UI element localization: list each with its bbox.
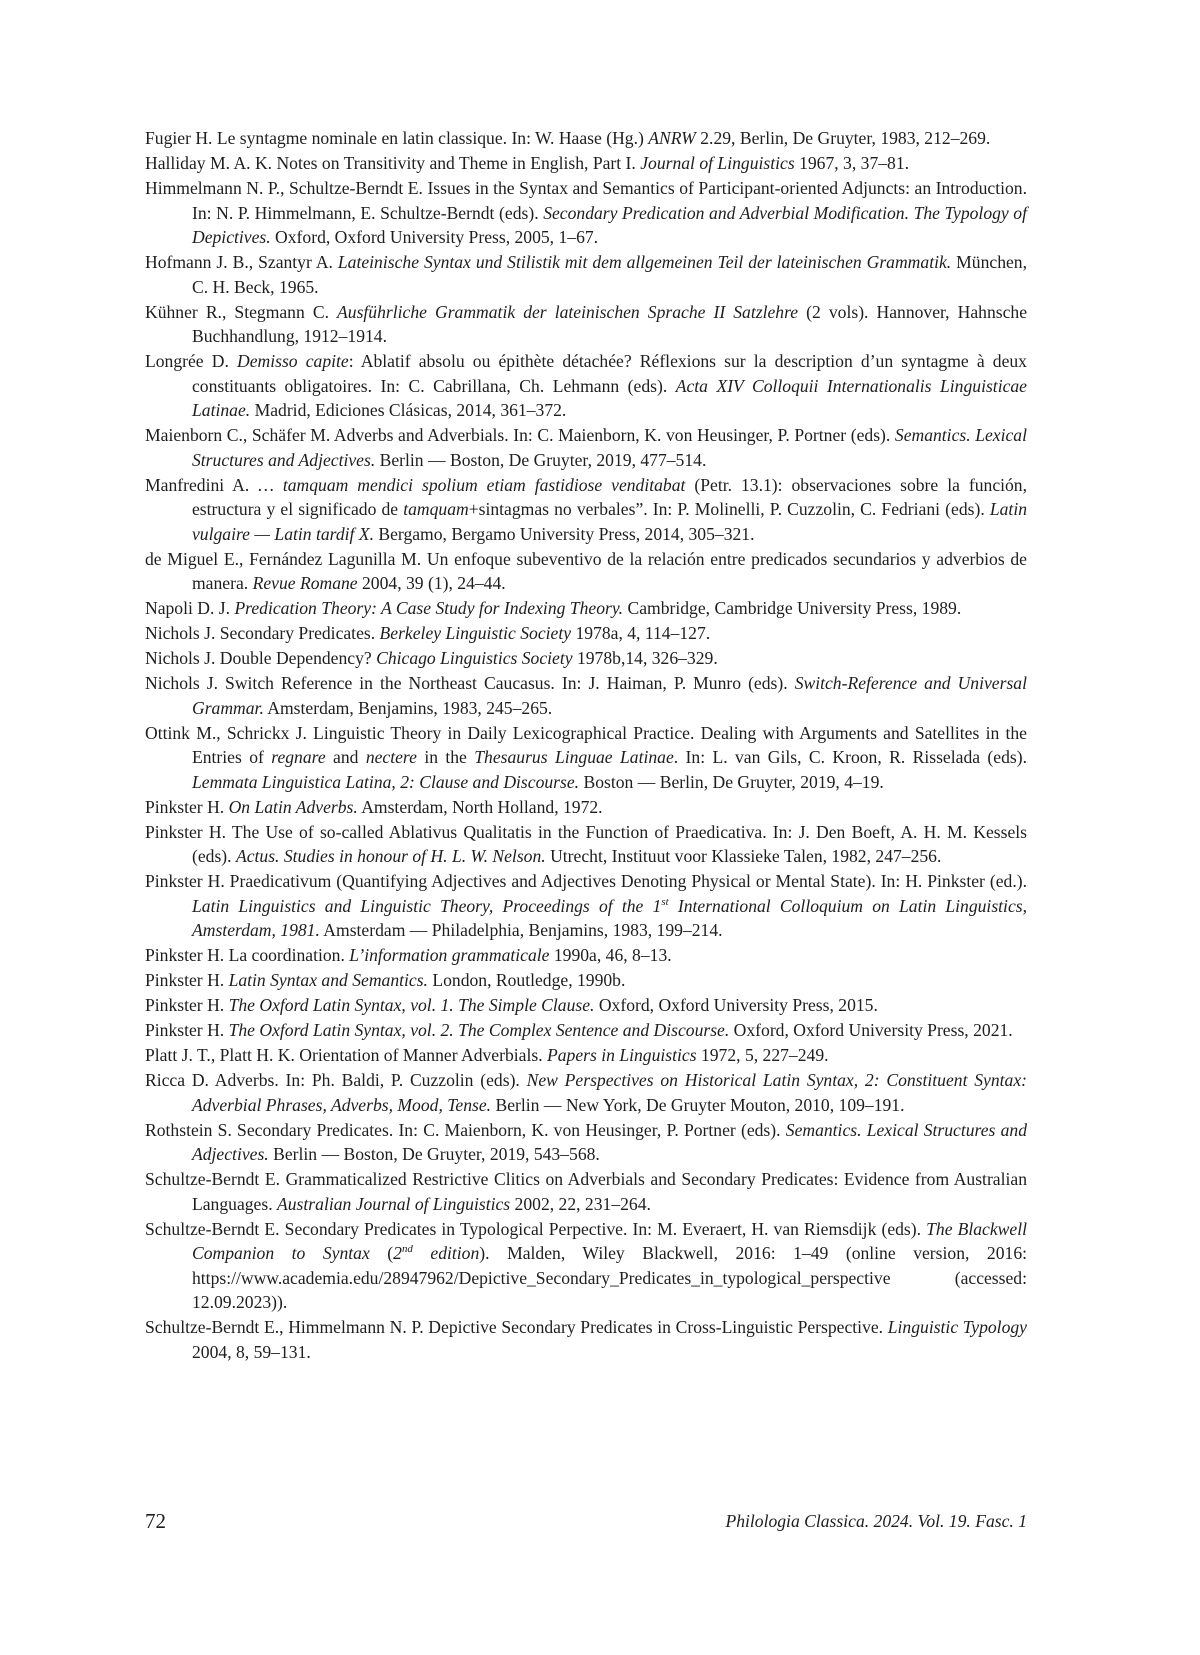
reference-entry [145,349,1027,423]
reference-text: Schultze-Berndt E. Grammaticalized Restrictive Clitics on Adverbials and Secondary Predicates: Evidence from Australian Languages. [145,1169,1027,1214]
reference-entry [145,671,1027,720]
reference-text: ). Malden, Wiley Blackwell, 2016: 1–49 (online version, 2016: https://www.academia.edu/28947962/Depictive_Secondary_Predicates_in_typological_perspective (accessed: 12.09.2023)). [192,1243,1027,1312]
reference-entry [145,596,1027,621]
reference-text: Berlin — New York, De Gruyter Mouton, 2010, 109–191. [491,1094,905,1115]
reference-entry [145,1018,1027,1043]
reference-text: London, Routledge, 1990b. [427,970,626,990]
reference-text: Halliday M. A. K. Notes on Transitivity and Theme in English, Part I. [145,153,641,173]
reference-text: 2004, 39 (1), 24–44. [357,573,506,593]
reference-text: Rothstein S. Secondary Predicates. In: C. Maienborn, K. von Heusinger, P. Portner (eds). [145,1119,786,1140]
reference-italic-text: Journal of Linguistics [640,153,795,173]
reference-entry [145,1167,1027,1216]
reference-text: Amsterdam, North Holland, 1972. [357,796,603,817]
reference-italic-text: The Oxford Latin Syntax, vol. 2. The Complex Sentence and Discourse. [228,1020,730,1040]
reference-text: ( [369,1243,394,1263]
reference-italic-text: Actus. Studies in honour of H. L. W. Nelson. [235,846,546,866]
reference-italic-text: Lateinische Syntax und Stilistik mit dem allgemeinen Teil der lateinischen Grammatik. [337,252,952,272]
reference-text: 2.29, Berlin, De Gruyter, 1983, 212–269. [695,128,991,148]
reference-text: 1990a, 46, 8–13. [549,945,672,965]
reference-entry [145,621,1027,646]
reference-text: 1978a, 4, 114–127. [571,623,711,643]
reference-entry [145,795,1027,820]
reference-italic-text: … tamquam mendici spolium etiam fastidiose venditabat [258,474,686,495]
reference-entry [145,126,1027,151]
reference-italic-text: tamquam [403,499,469,519]
reference-entry [145,1118,1027,1167]
reference-italic-text: L’information grammaticale [349,945,550,965]
reference-text: Berlin — Boston, De Gruyter, 2019, 543–568. [268,1144,600,1164]
reference-text: Madrid, Ediciones Clásicas, 2014, 361–372. [250,400,567,420]
reference-italic-text: Australian Journal of Linguistics [277,1193,511,1214]
reference-text: München, C. H. Beck, 1965. [192,252,1027,297]
reference-text: 1978b,14, 326–329. [572,648,718,668]
reference-text: 2002, 22, 231–264. [510,1193,651,1214]
reference-text: Schultze-Berndt E., Himmelmann N. P. Depictive Secondary Predicates in Cross-Linguistic Perspective. [145,1317,888,1337]
reference-text: Manfredini A. [145,474,259,495]
reference-text: Oxford, Oxford University Press, 2015. [594,995,878,1015]
reference-entry [145,721,1027,795]
reference-text: Berlin — Boston, De Gruyter, 2019, 477–514. [375,449,707,470]
reference-text: and [325,747,366,767]
reference-text: . In: L. van Gils, C. Kroon, R. Risselada (eds). [673,747,1027,767]
reference-text: Utrecht, Instituut voor Klassieke Talen, 1982, 247–256. [545,846,942,866]
reference-italic-text: Lemmata Linguistica Latina, 2: Clause and Discourse. [192,771,580,792]
reference-italic-text: Thesaurus Linguae Latinae [474,747,674,767]
reference-italic-text: Demisso capite [236,351,349,371]
reference-italic-text: nd [401,1242,413,1255]
reference-entry [145,1315,1027,1364]
reference-text: Longrée D. [145,351,237,371]
reference-italic-text: Secondary Predication and Adverbial Modification. The Typology of Depictives. [192,202,1027,247]
reference-text: Platt J. T., Platt H. K. Orientation of Manner Adverbials. [145,1045,547,1065]
reference-italic-text: edition [412,1243,480,1263]
reference-italic-text: The Oxford Latin Syntax, vol. 1. The Simple Clause. [228,995,595,1015]
reference-text: Amsterdam, Benjamins, 1983, 245–265. [263,697,553,718]
reference-italic-text: Berkeley Linguistic Society [379,623,572,643]
reference-text: Himmelmann N. P., Schultze-Berndt E. Issues in the Syntax and Semantics of Participant-oriented Adjuncts: an Introduction. In: N. P. Himmelmann, E. Schultze-Berndt (eds). [145,178,1027,223]
reference-italic-text: nectere [365,747,417,767]
reference-text: Pinkster H. La coordination. [145,945,350,965]
reference-italic-text: International Colloquium on Latin Linguistics, Amsterdam, 1981. [192,895,1027,940]
reference-text: Maienborn C., Schäfer M. Adverbs and Adverbials. In: C. Maienborn, K. von Heusinger, P. Portner (eds). [145,425,895,445]
journal-running-footer: Philologia Classica. 2024. Vol. 19. Fasc. 1 [725,1511,1027,1531]
reference-text: 1972, 5, 227–249. [696,1045,829,1065]
reference-text: Amsterdam — Philadelphia, Benjamins, 1983, 199–214. [319,920,723,940]
reference-entry [145,993,1027,1018]
reference-text: Pinkster H. [145,796,229,817]
reference-text: Pinkster H. The Use of so-called Ablativus Qualitatis in the Function of Praedicativa. In: J. Den Boeft, A. H. M. Kessels (eds). [145,821,1027,866]
reference-italic-text: Latin Syntax and Semantics. [228,970,428,990]
reference-text: 2004, 8, 59–131. [192,1341,311,1362]
reference-text: Boston — Berlin, De Gruyter, 2019, 4–19. [579,771,884,792]
reference-text: Cambridge, Cambridge University Press, 1989. [623,598,962,618]
reference-italic-text: st [661,895,669,908]
reference-text: Hofmann J. B., Szantyr A. [145,252,338,272]
reference-entry [145,423,1027,472]
reference-text: Fugier H. Le syntagme nominale en latin classique. In: W. Haase (Hg.) [145,128,649,148]
reference-text: Ricca D. Adverbs. In: Ph. Baldi, P. Cuzzolin (eds). [145,1070,527,1090]
reference-text: Pinkster H. Praedicativum (Quantifying Adjectives and Adjectives Denoting Physical or Mental State). In: H. Pinkster (ed.). [145,871,1027,891]
reference-text: Pinkster H. [145,970,229,990]
reference-entry [145,646,1027,671]
reference-text: Kühner R., Stegmann C. [145,301,338,322]
reference-entry [145,473,1027,547]
reference-text: de Miguel E., Fernández Lagunilla M. Un enfoque subeventivo de la relación entre predicados secundarios y adverbios de manera. [145,548,1027,593]
reference-entry [145,943,1027,968]
reference-text: Oxford, Oxford University Press, 2021. [729,1020,1013,1040]
reference-text: Bergamo, Bergamo University Press, 2014, 305–321. [373,523,755,544]
reference-text: Nichols J. Switch Reference in the Northeast Caucasus. In: J. Haiman, P. Munro (eds). [145,673,795,693]
reference-entry [145,869,1027,943]
reference-italic-text: Semantics. Lexical Structures and Adjectives. [192,1119,1027,1164]
reference-text: 1967, 3, 37–81. [794,153,910,173]
reference-italic-text: Latin Linguistics and Linguistic Theory, Proceedings of the 1 [192,895,662,916]
reference-text: Napoli D. J. [145,598,235,618]
reference-text: Oxford, Oxford University Press, 2005, 1–67. [270,227,599,247]
reference-italic-text: Linguistic Typology [887,1317,1027,1337]
reference-italic-text: Semantics. Lexical Structures and Adjectives. [192,425,1027,470]
reference-list [145,126,1027,1365]
reference-italic-text: regnare [271,747,326,767]
reference-italic-text: 2 [393,1243,402,1263]
reference-entry [145,968,1027,993]
reference-text: Pinkster H. [145,1020,229,1040]
reference-text: Nichols J. Double Dependency? [145,648,377,668]
reference-entry [145,820,1027,869]
reference-entry [145,151,1027,176]
reference-text: : Ablatif absolu ou épithète détachée? Réflexions sur la description d’un syntagme à deux constituants obligatoires. In: C. Cabrillana, Ch. Lehmann (eds). [192,351,1027,396]
reference-italic-text: Papers in Linguistics [547,1045,697,1065]
reference-italic-text: Latin vulgaire — Latin tardif X. [192,499,1027,544]
reference-entry [145,176,1027,250]
reference-italic-text: Predication Theory: A Case Study for Indexing Theory. [234,598,624,618]
reference-italic-text: The Blackwell Companion to Syntax [192,1218,1027,1263]
reference-italic-text: Chicago Linguistics Society [376,648,573,668]
reference-entry [145,1043,1027,1068]
reference-entry [145,300,1027,349]
reference-italic-text: Ausführliche Grammatik der lateinischen Sprache II Satzlehre [337,301,799,322]
reference-text: Pinkster H. [145,995,229,1015]
reference-text: Schultze-Berndt E. Secondary Predicates in Typological Perpective. In: M. Everaert, H. van Riemsdijk (eds). [145,1218,927,1239]
reference-text: Ottink M., Schrickx J. Linguistic Theory in Daily Lexicographical Practice. Dealing with Arguments and Satellites in the Entries of [145,722,1027,767]
reference-italic-text: ANRW [648,128,696,148]
reference-italic-text: New Perspectives on Historical Latin Syntax, 2: Constituent Syntax: Adverbial Phrases, Adverbs, Mood, Tense. [192,1070,1028,1115]
reference-entry [145,1068,1027,1117]
reference-italic-text: On Latin Adverbs. [228,796,358,817]
reference-entry [145,1217,1027,1315]
reference-text: (Petr. 13.1): observaciones sobre la función, estructura y el significado de [192,474,1028,519]
reference-text: +sintagmas no verbales”. In: P. Molinelli, P. Cuzzolin, C. Fedriani (eds). [468,499,990,519]
reference-italic-text: Switch-Reference and Universal Grammar. [192,673,1027,718]
page-number: 72 [145,1509,166,1533]
reference-text: Nichols J. Secondary Predicates. [145,623,380,643]
reference-text: in the [416,747,475,767]
reference-italic-text: Revue Romane [252,573,358,593]
reference-entry [145,250,1027,299]
reference-entry [145,547,1027,596]
reference-italic-text: Acta XIV Colloquii Internationalis Linguisticae Latinae. [192,375,1027,420]
reference-text: (2 vols). Hannover, Hahnsche Buchhandlung, 1912–1914. [192,301,1027,346]
